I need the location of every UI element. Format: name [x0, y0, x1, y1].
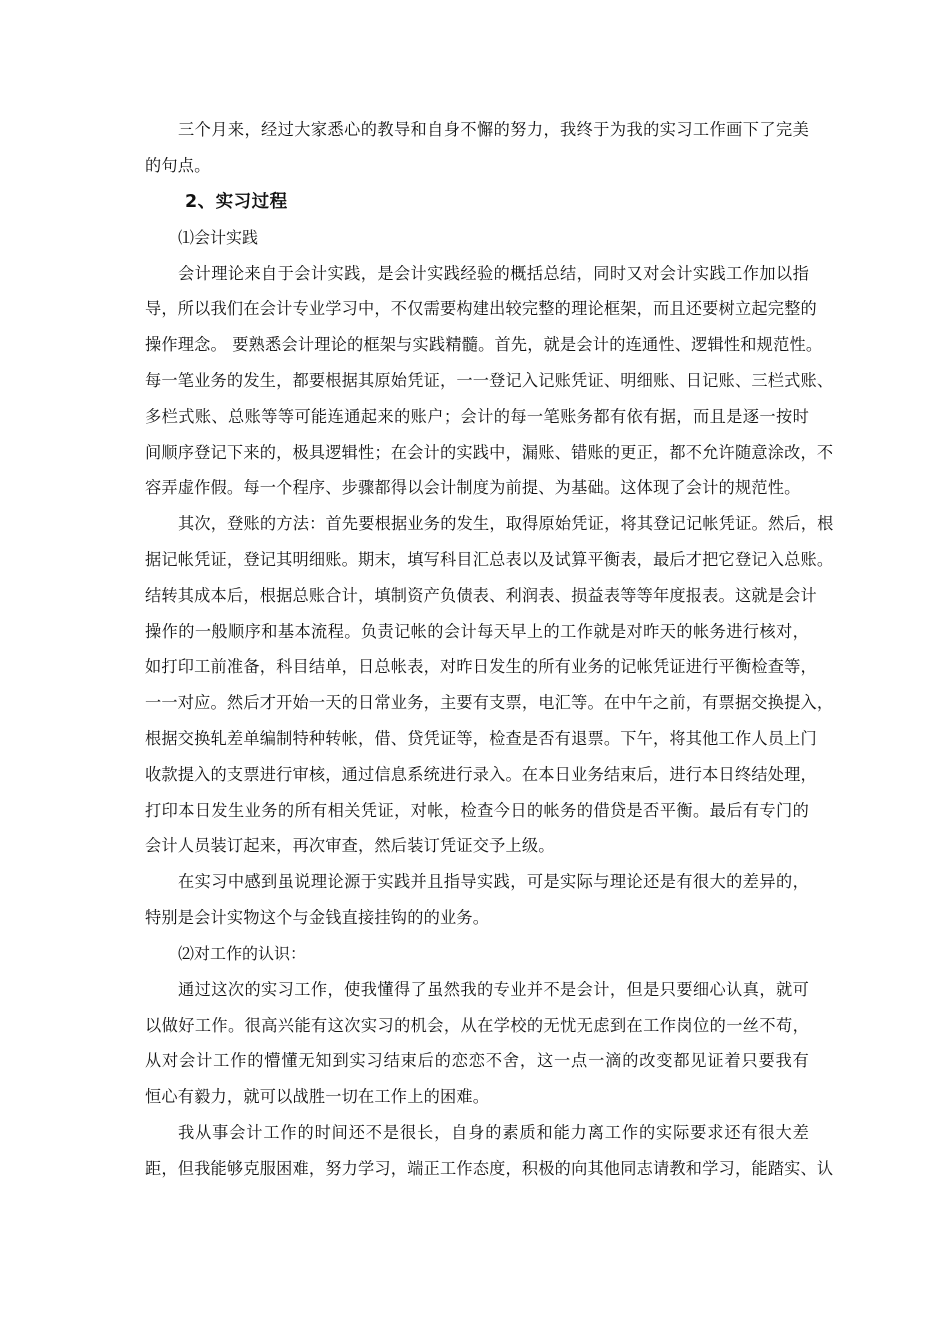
paragraph-line: 的句点。 [145, 155, 211, 175]
paragraph-line: 以做好工作。很高兴能有这次实习的机会，从在学校的无忧无虑到在工作岗位的一丝不苟， [145, 1015, 809, 1035]
intro-paragraph [145, 112, 809, 184]
paragraph-line: 据记帐凭证，登记其明细账。期末，填写科目汇总表以及试算平衡表，最后才把它登记入总账。 [145, 549, 834, 569]
section-heading: 2、实习过程 [185, 191, 288, 212]
paragraph-line: 间顺序登记下来的，极具逻辑性；在会计的实践中，漏账、错账的更正，都不允许随意涂改，不 [145, 442, 834, 462]
paragraph-line: 操作理念。 要熟悉会计理论的框架与实践精髓。首先，就是会计的连通性、逻辑性和规范性。 [145, 335, 823, 355]
paragraph-line: 导，所以我们在会计专业学习中，不仅需要构建出较完整的理论框架，而且还要树立起完整的 [145, 299, 817, 319]
paragraph-line: 一一对应。然后才开始一天的日常业务，主要有支票，电汇等。在中午之前，有票据交换提入， [145, 693, 834, 713]
paragraph-line: 特别是会计实物这个与金钱直接挂钩的的业务。 [145, 907, 490, 927]
paragraph-internship-reflection [145, 972, 809, 1115]
paragraph-line: 多栏式账、总账等等可能连通起来的账户；会计的每一笔账务都有依有据，而且是逐一按时 [145, 406, 809, 426]
subsection-heading-work-understanding: ⑵对工作的认识： [178, 943, 307, 963]
paragraph-line: 收款提入的支票进行审核，通过信息系统进行录入。在本日业务结束后，进行本日终结处理， [145, 764, 817, 784]
paragraph-line: 会计理论来自于会计实践，是会计实践经验的概括总结，同时又对会计实践工作加以指 [178, 263, 809, 283]
paragraph-line: 在实习中感到虽说理论源于实践并且指导实践，可是实际与理论还是有很大的差异的， [178, 872, 809, 892]
paragraph-line: 容弄虚作假。每一个程序、步骤都得以会计制度为前提、为基础。这体现了会计的规范性。 [145, 478, 801, 498]
paragraph-line: 根据交换轧差单编制特种转帐，借、贷凭证等，检查是否有退票。下午，将其他工作人员上门 [145, 728, 817, 748]
paragraph-line: 其次，登账的方法：首先要根据业务的发生，取得原始凭证，将其登记记帐凭证。然后，根 [178, 514, 834, 534]
paragraph-line: 从对会计工作的懵懂无知到实习结束后的恋恋不舍，这一点一滴的改变都见证着只要我有 [145, 1051, 809, 1071]
paragraph-line: 会计人员装订起来，再次审查，然后装订凭证交予上级。 [145, 836, 555, 856]
paragraph-line: 距，但我能够克服困难，努力学习，端正工作态度，积极的向其他同志请教和学习，能踏实、认 [145, 1158, 834, 1178]
paragraph-line: 结转其成本后，根据总账合计，填制资产负债表、利润表、损益表等等年度报表。这就是会计 [145, 585, 817, 605]
document-page [145, 112, 834, 1187]
paragraph-theory-vs-practice [145, 864, 809, 936]
paragraph-line: 通过这次的实习工作，使我懂得了虽然我的专业并不是会计，但是只要细心认真，就可 [178, 979, 809, 999]
paragraph-line: 三个月来，经过大家悉心的教导和自身不懈的努力，我终于为我的实习工作画下了完美 [178, 120, 809, 139]
subsection-heading-accounting-practice: ⑴会计实践 [178, 227, 259, 247]
paragraph-line: 恒心有毅力，就可以战胜一切在工作上的困难。 [145, 1087, 490, 1107]
paragraph-self-assessment [145, 1115, 834, 1187]
paragraph-line: 操作的一般顺序和基本流程。负责记帐的会计每天早上的工作就是对昨天的帐务进行核对， [145, 621, 809, 641]
paragraph-line: 如打印工前准备，科目结单，日总帐表，对昨日发生的所有业务的记帐凭证进行平衡检查等， [145, 657, 817, 677]
paragraph-line: 我从事会计工作的时间还不是很长，自身的素质和能力离工作的实际要求还有很大差 [178, 1122, 809, 1142]
paragraph-line: 打印本日发生业务的所有相关凭证，对帐，检查今日的帐务的借贷是否平衡。最后有专门的 [145, 800, 809, 820]
paragraph-bookkeeping-method [145, 506, 834, 864]
paragraph-accounting-theory [145, 256, 834, 507]
paragraph-line: 每一笔业务的发生，都要根据其原始凭证，一一登记入记账凭证、明细账、日记账、三栏式账、 [145, 370, 834, 390]
